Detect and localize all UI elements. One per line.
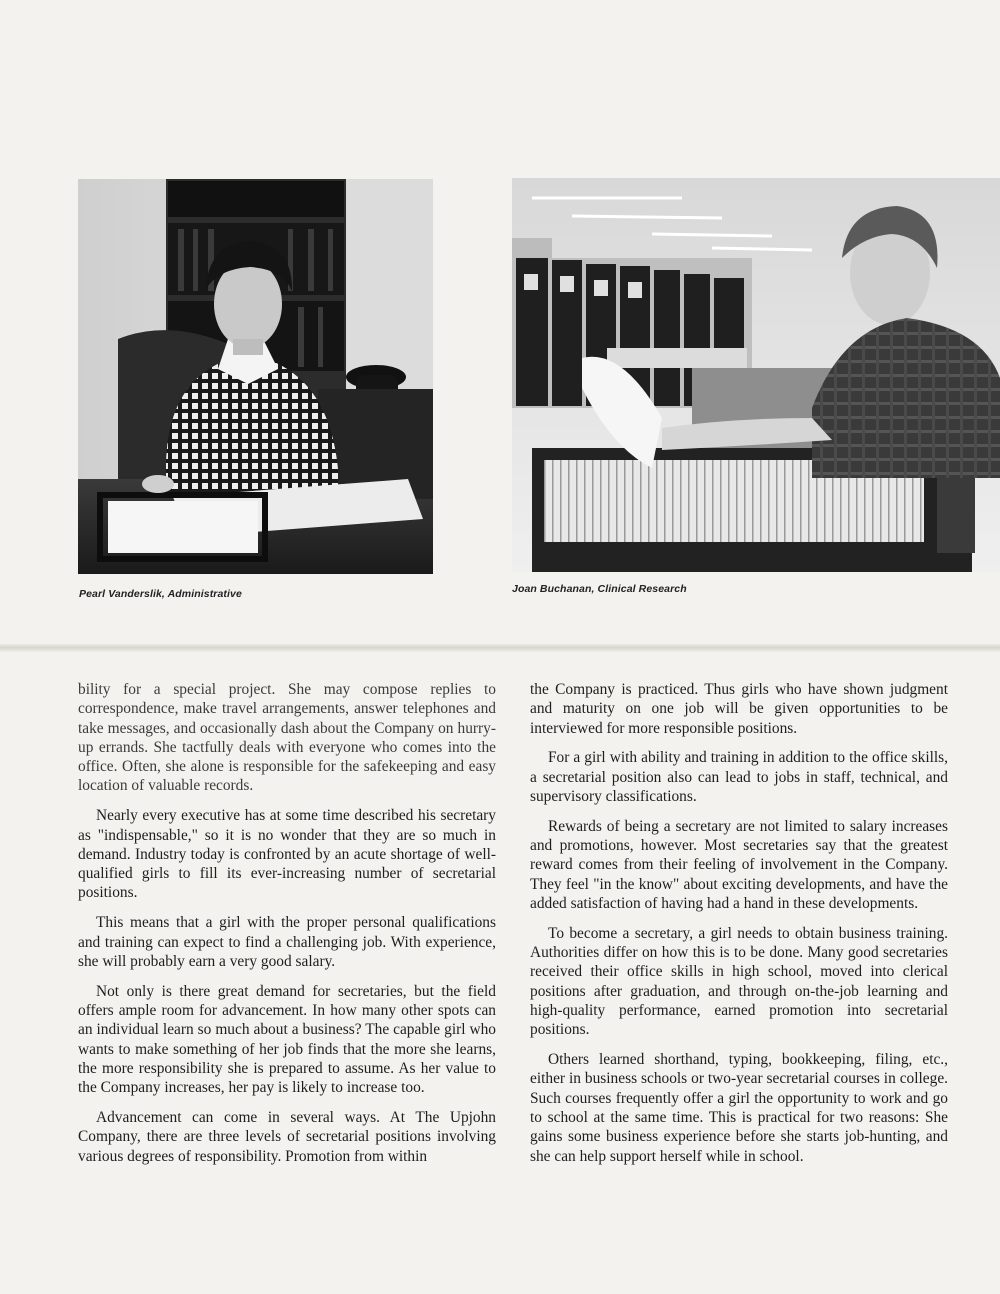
paragraph: Rewards of being a secretary are not limited to salary increases and promotions, however. Most secretaries say that the greatest reward comes from their feeling of involvement in the Company. They feel "in the know" about exciting developments, and have the added satisfaction of having had a hand in these developments. xyxy=(530,817,948,912)
paragraph: Advancement can come in several ways. At The Upjohn Company, there are three levels of secretarial positions involving various degrees of responsibility. Promotion from within xyxy=(78,1108,496,1165)
paragraph: Not only is there great demand for secretaries, but the field offers ample room for advancement. In how many other spots can an individual learn so much about a business? The capable girl who wants to make something of her job finds that the more she learns, the more responsibility she is prepared to assume. As her value to the Company increases, her pay is likely to increase too. xyxy=(78,982,496,1097)
body-column-left xyxy=(78,680,496,1176)
paragraph: To become a secretary, a girl needs to obtain business training. Authorities differ on how this is to be done. Many good secretaries received their office skills in high school, moved into clerical positions after graduation, and through on-the-job learning and high-quality performance, earned promotion into secretarial positions. xyxy=(530,924,948,1039)
paragraph: Nearly every executive has at some time described his secretary as "indispensable," so it is no wonder that they are so much in demand. Industry today is confronted by an acute shortage of well-qualified girls to fill its ever-increasing number of secretarial positions. xyxy=(78,807,496,902)
photo-pearl-vanderslik xyxy=(78,179,433,574)
photo-caption-right: Joan Buchanan, Clinical Research xyxy=(512,583,687,595)
body-column-right xyxy=(530,680,948,1176)
paragraph: This means that a girl with the proper personal qualifications and training can expect to find a challenging job. With experience, she will probably earn a very good salary. xyxy=(78,914,496,970)
page-fold xyxy=(0,644,1000,652)
photo-caption-left: Pearl Vanderslik, Administrative xyxy=(79,588,242,600)
photo-joan-buchanan xyxy=(512,178,1000,572)
paragraph: For a girl with ability and training in addition to the office skills, a secretarial position also can lead to jobs in staff, technical, and supervisory classifications. xyxy=(530,749,948,805)
paragraph: bility for a special project. She may compose replies to correspondence, make travel arrangements, answer telephones and take messages, and occasionally dash about the Company on hurry-up errands. She tactfully deals with everyone who comes into the office. Often, she alone is responsible for the safekeeping and easy location of valuable records. xyxy=(78,681,496,795)
paragraph: Others learned shorthand, typing, bookkeeping, filing, etc., either in business schools or two-year secretarial courses in college. Such courses frequently offer a girl the opportunity to work and go to school at the same time. This is practical for two reasons: She gains some business experience before she starts job-hunting, and she can help support herself while in school. xyxy=(530,1051,948,1165)
paragraph: the Company is practiced. Thus girls who have shown judgment and maturity on one job will be given opportunities to be interviewed for more responsible positions. xyxy=(530,681,948,737)
